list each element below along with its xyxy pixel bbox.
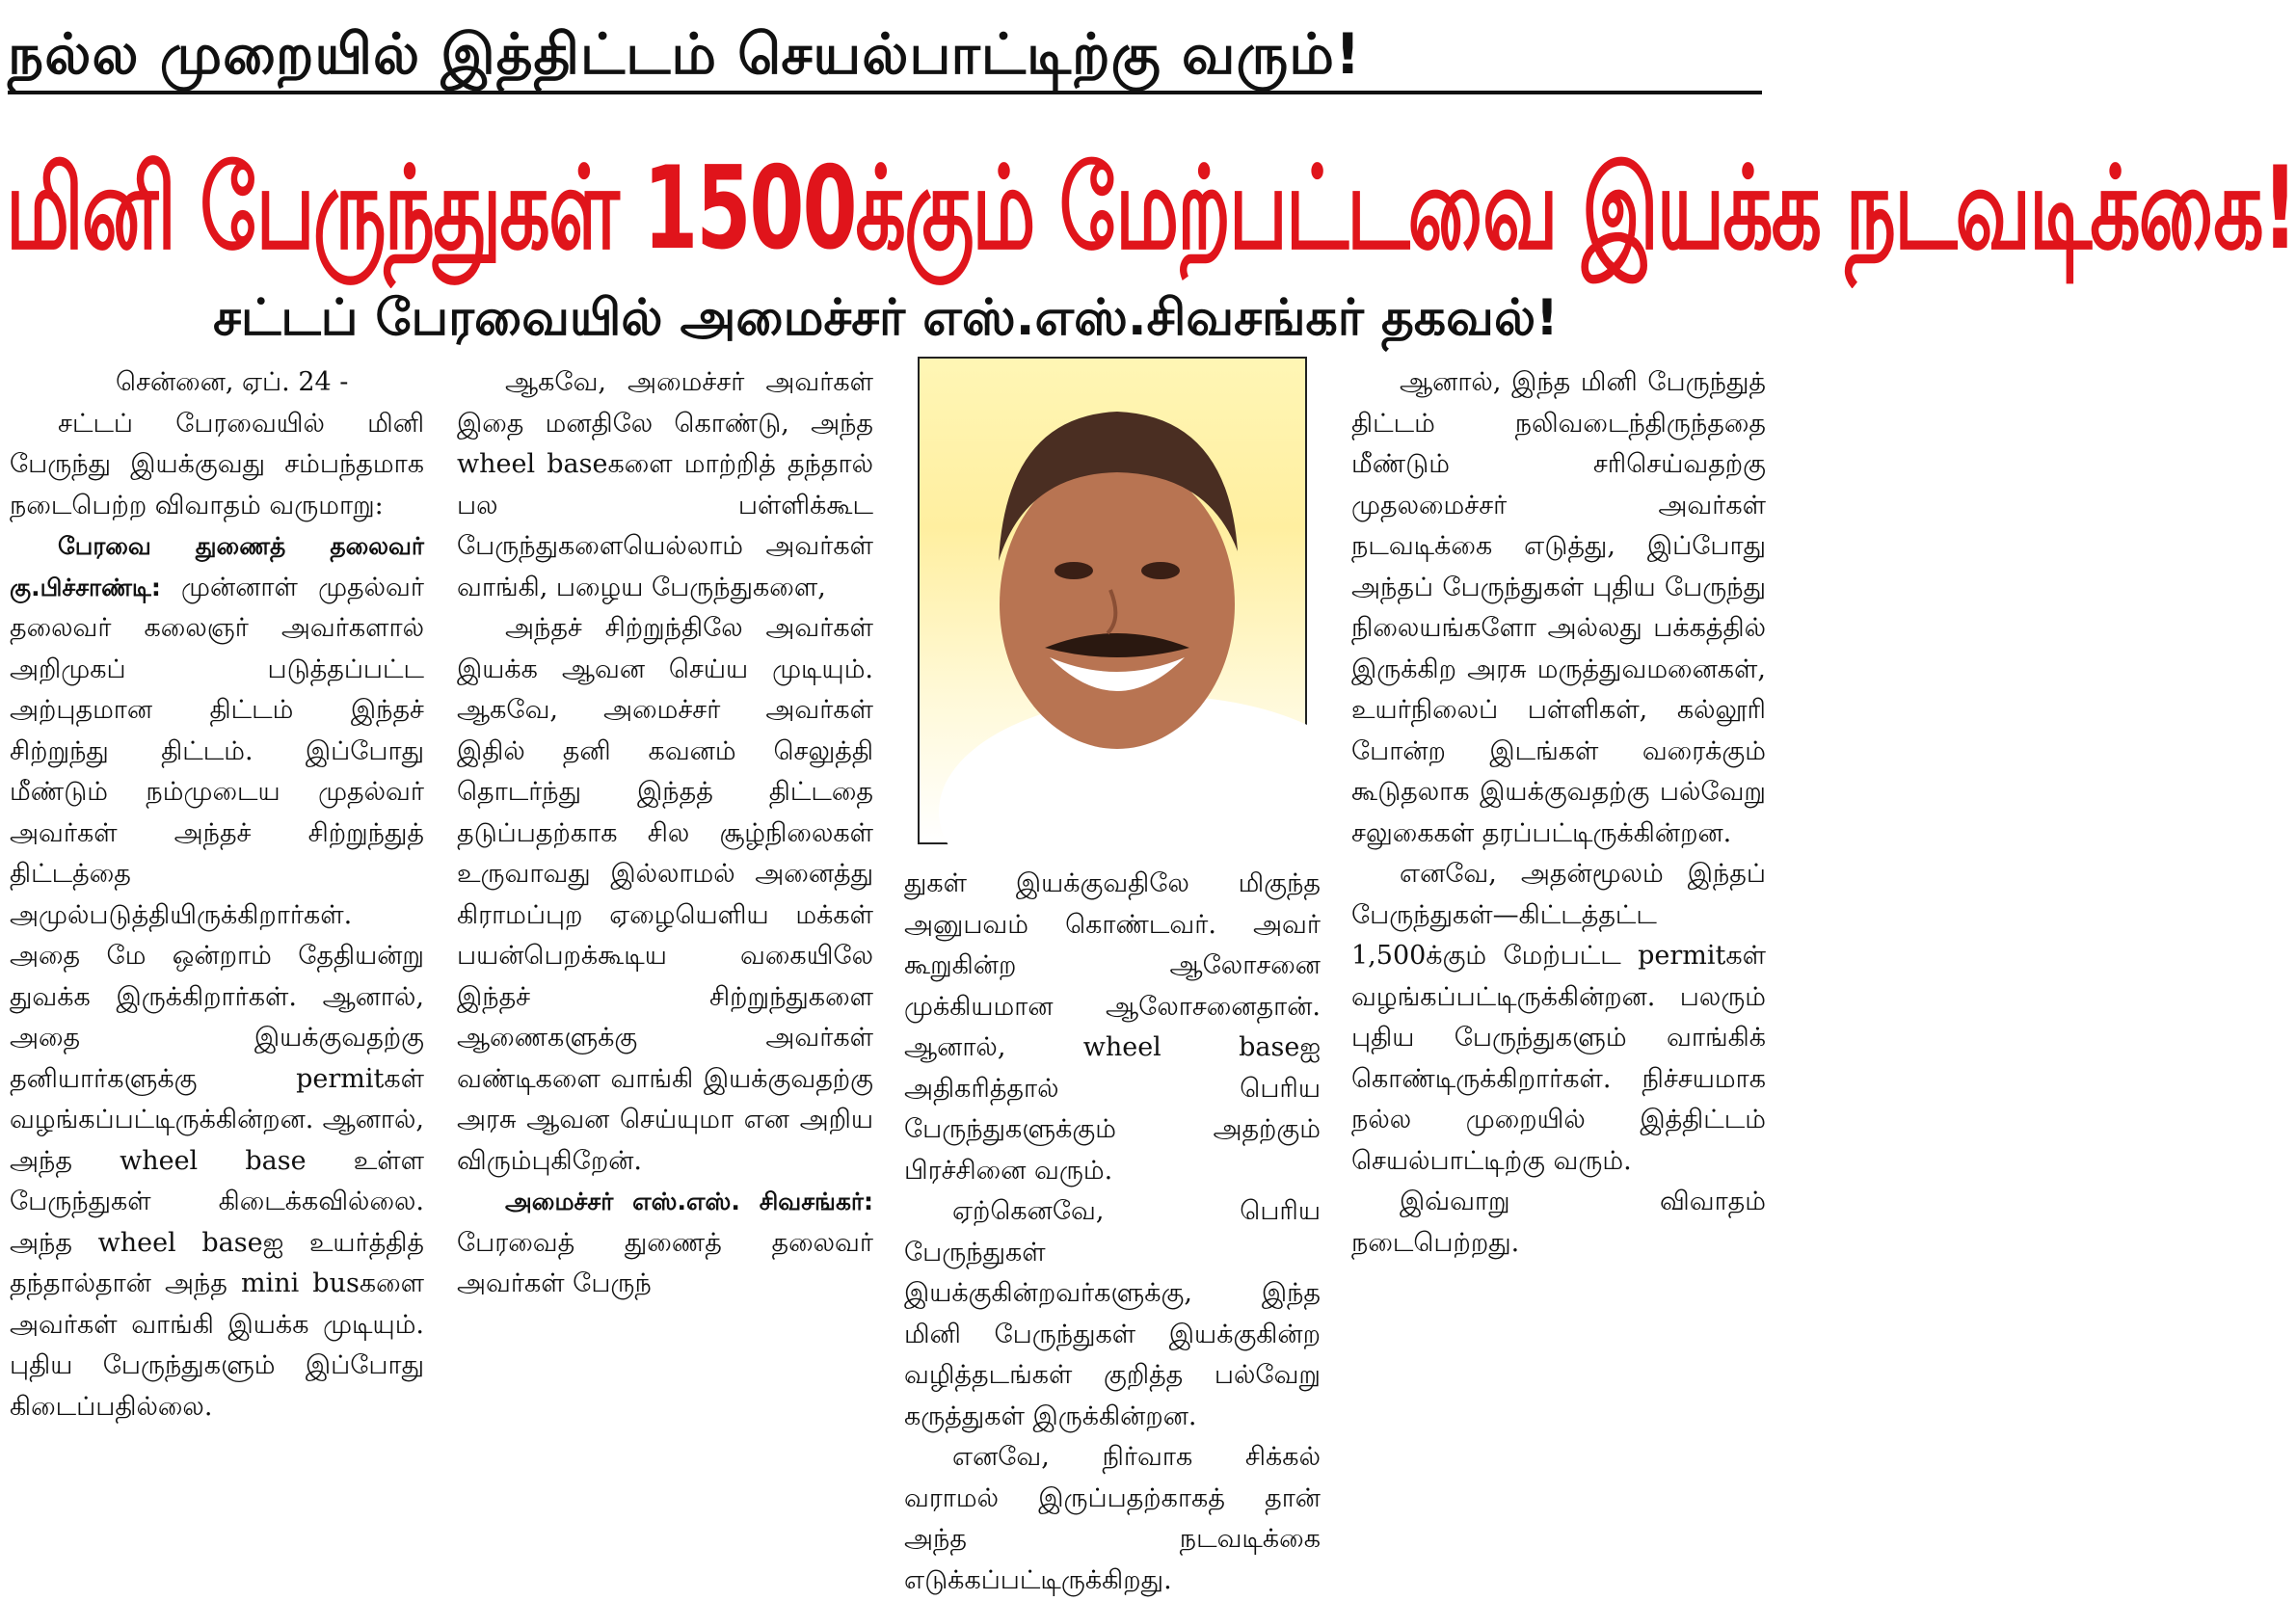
article-column-4	[1351, 362, 1766, 1264]
intro-paragraph: சட்டப் பேரவையில் மினி பேருந்து இயக்குவது சம்பந்தமாக நடைபெற்ற விவாதம் வருமாறு:	[10, 408, 424, 520]
speaker-1-text: முன்னாள் முதல்வர் தலைவர் கலைஞர் அவர்களால் அறிமுகப் படுத்தப்பட்ட அற்புதமான திட்டம் இந்தச் சிற்றுந்து திட்டம். இப்போது மீண்டும் நம்முடைய முதல்வர் அவர்கள் அந்தச் சிற்றுந்துத் திட்டத்தை அமுல்படுத்தியிருக்கிறார்கள். அதை மே ஒன்றாம் தேதியன்று துவக்க இருக்கிறார்கள். ஆனால், அதை இயக்குவதற்கு தனியார்களுக்கு permitகள் வழங்கப்பட்டிருக்கின்றன. ஆனால், அந்த wheel base உள்ள பேருந்துகள் கிடைக்கவில்லை. அந்த wheel baseஐ உயர்த்தித் தந்தால்தான் அந்த mini busகளை அவர்கள் வாங்கி இயக்க முடியும். புதிய பேருந்துகளும் இப்போது கிடைப்பதில்லை.	[10, 572, 424, 1422]
speaker-2-name: அமைச்சர் எஸ்.எஸ். சிவசங்கர்:	[505, 1187, 873, 1215]
speaker-2-paragraph	[457, 1182, 873, 1305]
main-headline: மினி பேருந்துகள் 1500க்கும் மேற்பட்டவை இயக்க நடவடிக்கை!	[6, 143, 2296, 276]
portrait-photo-icon	[920, 359, 1305, 842]
paragraph-s2-p2: ஏற்கெனவே, பெரிய பேருந்துகள் இயக்குகின்றவர்களுக்கு, இந்த மினி பேருந்துகள் இயக்குகின்ற வழித்தடங்கள் குறித்த பல்வேறு கருத்துகள் இருக்கின்றன.	[904, 1196, 1321, 1431]
article-column-2	[457, 362, 873, 1305]
paragraph-s2-p5: எனவே, அதன்மூலம் இந்தப் பேருந்துகள்—கிட்டத்தட்ட 1,500க்கும் மேற்பட்ட permitகள் வழங்கப்பட்டிருக்கின்றன. பலரும் புதிய பேருந்துகளும் வாங்கிக் கொண்டிருக்கிறார்கள். நிச்சயமாக நல்ல முறையில் இத்திட்டம் செயல்பாட்டிற்கு வரும்.	[1351, 859, 1766, 1176]
speaker-2-text: பேரவைத் துணைத் தலைவர் அவர்கள் பேருந்	[457, 1227, 873, 1298]
article-column-3	[904, 864, 1321, 1601]
closing-paragraph: இவ்வாறு விவாதம் நடைபெற்றது.	[1351, 1187, 1766, 1258]
paragraph-s1-p3: அந்தச் சிற்றுந்திலே அவர்கள் இயக்க ஆவன செய்ய முடியும். ஆகவே, அமைச்சர் அவர்கள் இதில் தனி கவனம் செலுத்தி தொடர்ந்து இந்தத் திட்டதை தடுப்பதற்காக சில சூழ்நிலைகள் உருவாவது இல்லாமல் அனைத்து கிராமப்புற ஏழையெளிய மக்கள் பயன்பெறக்கூடிய வகையிலே இந்தச் சிற்றுந்துகளை ஆணைகளுக்கு அவர்கள் வண்டிகளை வாங்கி இயக்குவதற்கு அரசு ஆவன செய்யுமா என அறிய விரும்புகிறேன்.	[457, 613, 873, 1176]
speaker-1-paragraph	[10, 526, 424, 1428]
paragraph-s2-p4: ஆனால், இந்த மினி பேருந்துத் திட்டம் நலிவடைந்திருந்ததை மீண்டும் சரிசெய்வதற்கு முதலமைச்சர் அவர்கள் நடவடிக்கை எடுத்து, இப்போது அந்தப் பேருந்துகள் புதிய பேருந்து நிலையங்களோ அல்லது பக்கத்தில் இருக்கிற அரசு மருத்துவமனைகள், உயர்நிலைப் பள்ளிகள், கல்லூரி போன்ற இடங்கள் வரைக்கும் கூடுதலாக இயக்குவதற்கு பல்வேறு சலுகைகள் தரப்பட்டிருக்கின்றன.	[1351, 367, 1766, 848]
dateline: சென்னை, ஏப். 24 -	[116, 367, 349, 397]
minister-photo	[918, 357, 1307, 844]
subheadline: சட்டப் பேரவையில் அமைச்சர் எஸ்.எஸ்.சிவசங்கர் தகவல்!	[213, 289, 1559, 347]
kicker-rule	[8, 91, 1762, 94]
article-column-1	[10, 362, 424, 1428]
paragraph-s2-p3: எனவே, நிர்வாக சிக்கல் வராமல் இருப்பதற்காகத் தான் அந்த நடவடிக்கை எடுக்கப்பட்டிருக்கிறது.	[904, 1442, 1321, 1595]
kicker-headline: நல்ல முறையில் இத்திட்டம் செயல்பாட்டிற்கு வரும்!	[8, 21, 1362, 87]
paragraph-s1-p2: ஆகவே, அமைச்சர் அவர்கள் இதை மனதிலே கொண்டு, அந்த wheel baseகளை மாற்றித் தந்தால் பல பள்ளிக்கூட பேருந்துகளையெல்லாம் அவர்கள் வாங்கி, பழைய பேருந்துகளை,	[457, 367, 873, 602]
paragraph-s2-p1b: துகள் இயக்குவதிலே மிகுந்த அனுபவம் கொண்டவர். அவர் கூறுகின்ற ஆலோசனை முக்கியமான ஆலோசனைதான். ஆனால், wheel baseஐ அதிகரித்தால் பெரிய பேருந்துகளுக்கும் அதற்கும் பிரச்சினை வரும்.	[904, 868, 1321, 1186]
speaker-1-name: பேரவை துணைத் தலைவர் கு.பிச்சாண்டி:	[10, 532, 424, 601]
